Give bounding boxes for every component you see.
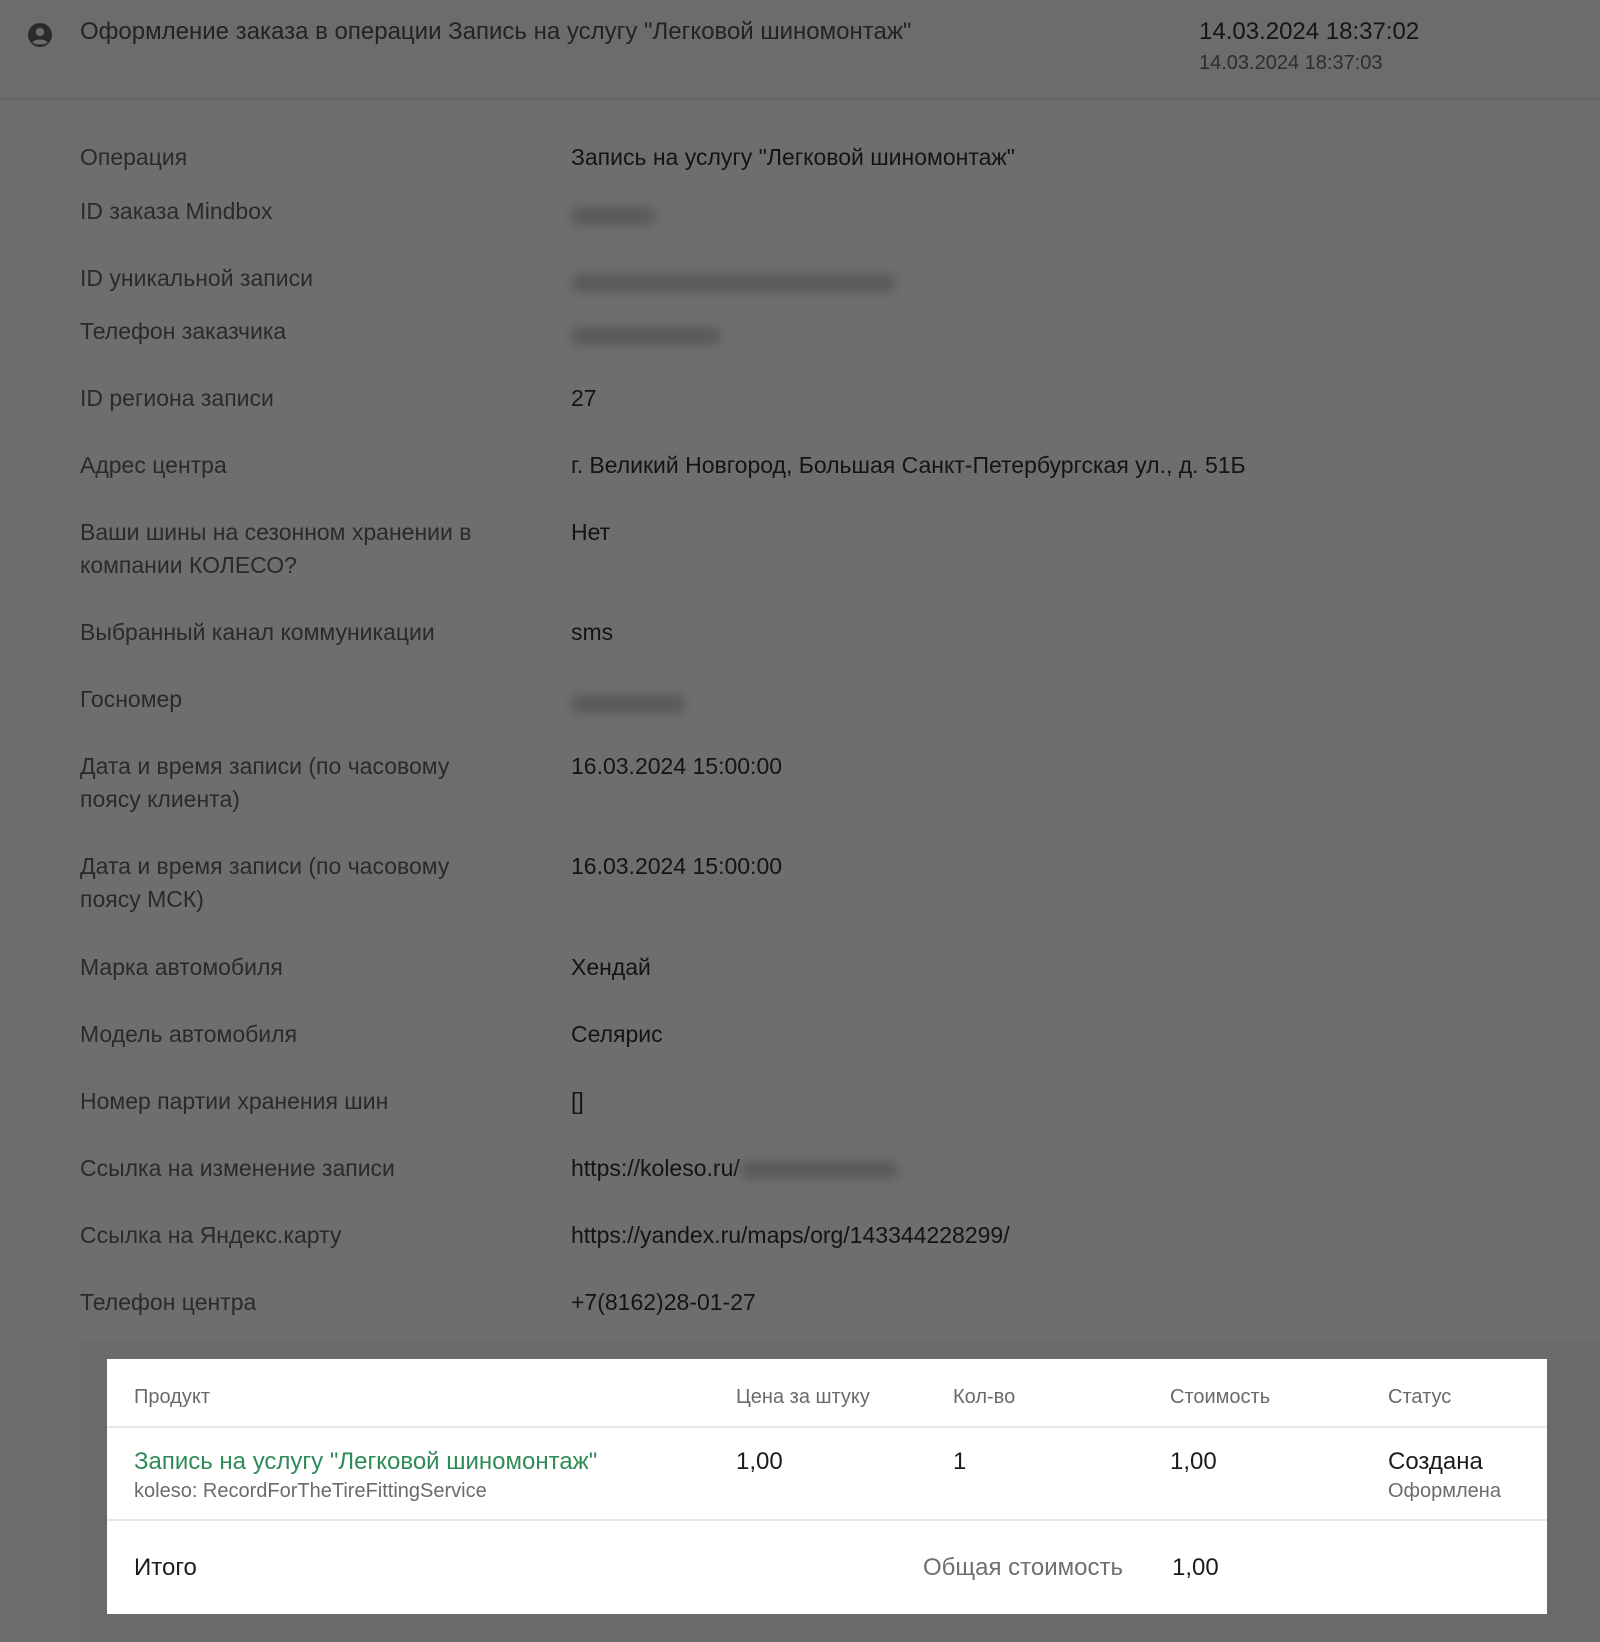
field-label-datetime-msk-line2: поясу МСК) <box>80 886 204 912</box>
products-table <box>107 1359 1547 1614</box>
timestamp-secondary: 14.03.2024 18:37:03 <box>1199 52 1383 74</box>
field-label-storage-question: Ваши шины на сезонном хранении в <box>80 519 472 545</box>
field-label-center-address: Адрес центра <box>80 452 227 478</box>
field-value-customer-phone <box>571 315 721 348</box>
field-label-customer-phone: Телефон заказчика <box>80 318 287 344</box>
page-header <box>0 0 1600 100</box>
column-header-cost: Стоимость <box>1170 1386 1271 1408</box>
edit-link-text[interactable]: https://koleso.ru/ <box>571 1155 740 1181</box>
field-value-car-model: Селярис <box>571 1021 663 1047</box>
field-value-datetime-client: 16.03.2024 15:00:00 <box>571 753 783 779</box>
field-value-plate <box>571 683 686 716</box>
field-label-storage-question-line2: компании КОЛЕСО? <box>80 552 297 578</box>
product-status: Создана <box>1388 1448 1483 1475</box>
product-price: 1,00 <box>736 1448 783 1475</box>
redacted-value <box>571 207 656 225</box>
field-value-storage: Нет <box>571 519 611 545</box>
field-value-storage-batch: [] <box>571 1088 584 1114</box>
product-qty: 1 <box>953 1448 967 1475</box>
page-title: Оформление заказа в операции Запись на услугу "Легковой шиномонтаж" <box>80 18 912 45</box>
redacted-value <box>571 327 721 345</box>
column-header-qty: Кол-во <box>953 1386 1016 1408</box>
field-value-datetime-msk: 16.03.2024 15:00:00 <box>571 853 783 879</box>
product-link[interactable]: Запись на услугу "Легковой шиномонтаж" <box>134 1448 598 1475</box>
user-circle-icon <box>26 21 54 49</box>
field-label-edit-link: Ссылка на изменение записи <box>80 1155 395 1181</box>
field-label-channel: Выбранный канал коммуникации <box>80 619 435 645</box>
row-divider <box>107 1519 1547 1521</box>
field-label-order-id: ID заказа Mindbox <box>80 198 273 224</box>
field-label-car-brand: Марка автомобиля <box>80 954 283 980</box>
product-code: koleso: RecordForTheTireFittingService <box>134 1480 487 1502</box>
redacted-value <box>571 274 896 292</box>
field-value-center-phone: +7(8162)28-01-27 <box>571 1289 756 1315</box>
column-header-product: Продукт <box>134 1386 210 1408</box>
field-label-plate: Госномер <box>80 686 183 712</box>
field-label-unique-id: ID уникальной записи <box>80 265 313 291</box>
field-value-operation: Запись на услугу "Легковой шиномонтаж" <box>571 144 1015 170</box>
field-label-car-model: Модель автомобиля <box>80 1021 298 1047</box>
field-value-order-id <box>571 195 656 228</box>
timestamp-primary: 14.03.2024 18:37:02 <box>1199 18 1420 45</box>
field-value-channel: sms <box>571 619 614 645</box>
field-label-yandex-map: Ссылка на Яндекс.карту <box>80 1222 342 1248</box>
field-label-datetime-client: Дата и время записи (по часовому <box>80 753 450 779</box>
product-status-sub: Оформлена <box>1388 1480 1501 1502</box>
field-value-edit-link[interactable] <box>571 1152 898 1185</box>
total-label: Итого <box>134 1554 197 1581</box>
field-label-region-id: ID региона записи <box>80 385 274 411</box>
column-header-price: Цена за штуку <box>736 1386 870 1408</box>
redacted-value <box>740 1161 898 1179</box>
total-sum-label: Общая стоимость <box>923 1554 1123 1581</box>
field-label-datetime-client-line2: поясу клиента) <box>80 786 240 812</box>
field-label-storage-batch: Номер партии хранения шин <box>80 1088 389 1114</box>
field-label-datetime-msk: Дата и время записи (по часовому <box>80 853 450 879</box>
field-value-center-address: г. Великий Новгород, Большая Санкт-Петербургская ул., д. 51Б <box>571 452 1246 478</box>
product-cost: 1,00 <box>1170 1448 1217 1475</box>
field-value-car-brand: Хендай <box>571 954 651 980</box>
header-divider <box>107 1426 1547 1428</box>
total-sum-value: 1,00 <box>1172 1554 1219 1581</box>
field-value-yandex-map[interactable]: https://yandex.ru/maps/org/143344228299/ <box>571 1222 1010 1248</box>
column-header-status: Статус <box>1388 1386 1452 1408</box>
field-value-region-id: 27 <box>571 385 597 411</box>
field-label-operation: Операция <box>80 144 188 170</box>
redacted-value <box>571 695 686 713</box>
field-value-unique-id <box>571 262 896 295</box>
field-label-center-phone: Телефон центра <box>80 1289 257 1315</box>
